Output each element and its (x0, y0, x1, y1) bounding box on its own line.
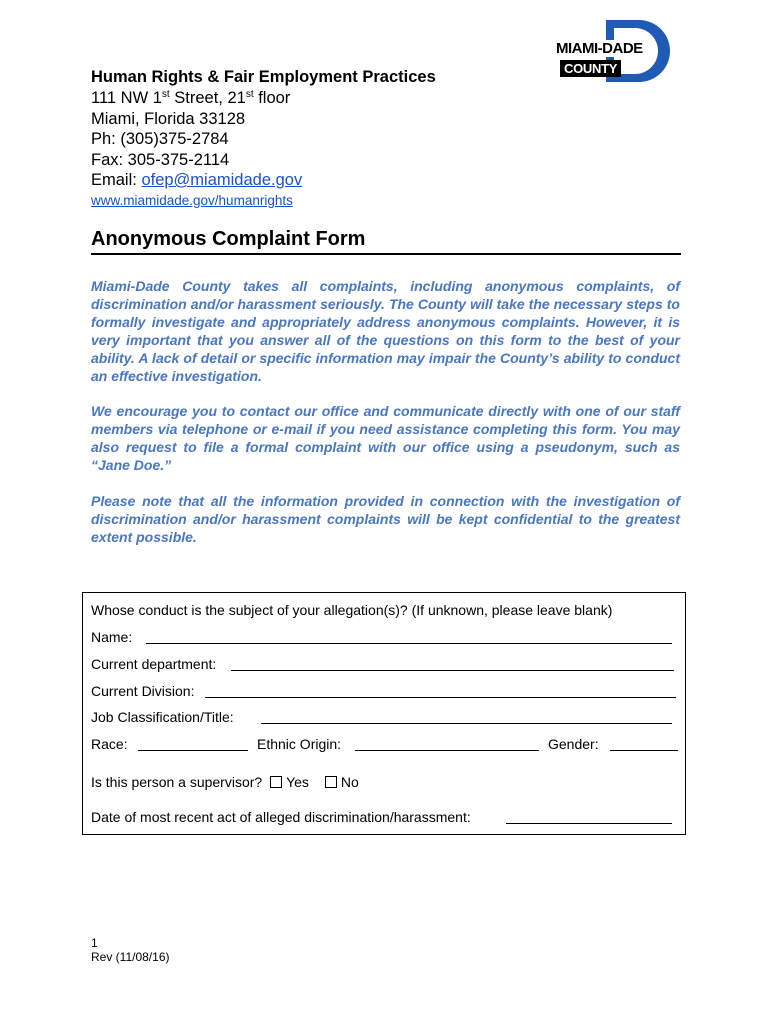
yes-label: Yes (286, 774, 309, 790)
race-field[interactable] (138, 750, 248, 751)
revision-date: Rev (11/08/16) (91, 950, 170, 964)
date-label: Date of most recent act of alleged discrimination/harassment: (91, 809, 471, 825)
website-link[interactable]: www.miamidade.gov/humanrights (91, 192, 293, 208)
logo-county-text: COUNTY (560, 60, 621, 77)
office-city: Miami, Florida 33128 (91, 109, 246, 128)
address-sup-1: st (161, 89, 170, 100)
intro-paragraph-1: Miami-Dade County takes all complaints, including anonymous complaints, of discrimination and/or harassment seriously. The County will take the necessary steps to formally investigate and appropriately address anonymous complaints. However, it is very important that you answer all of the questions on this form to the best of your ability. A lack of detail or specific information may impair the County’s ability to conduct an effective investigation. (91, 278, 680, 384)
division-field[interactable] (205, 697, 676, 698)
no-label: No (340, 774, 359, 790)
name-label: Name: (91, 629, 133, 645)
office-address (91, 88, 436, 109)
website-line (91, 191, 436, 211)
intro-paragraph-2: We encourage you to contact our office and communicate directly with one of our staff members via telephone or e-mail if you need assistance completing this form. You may also request to file a formal complaint with our office using a pseudonym, such as “Jane Doe.” (91, 403, 680, 473)
email-label: Email: (91, 171, 142, 189)
supervisor-no-checkbox[interactable] (325, 776, 337, 788)
page-number: 1 (91, 936, 98, 950)
gender-field[interactable] (610, 750, 678, 751)
form-title: Anonymous Complaint Form (91, 228, 681, 255)
supervisor-row (91, 773, 359, 791)
office-fax: Fax: 305-375-2114 (91, 150, 230, 169)
supervisor-label: Is this person a supervisor? (91, 774, 263, 790)
race-label: Race: (91, 736, 128, 752)
date-field[interactable] (506, 823, 672, 824)
office-phone: Ph: (305)375-2784 (91, 130, 229, 148)
address-part-2: Street, 21 (169, 89, 246, 107)
job-title-field[interactable] (261, 723, 672, 724)
address-part-3: floor (253, 89, 291, 107)
office-header (91, 66, 436, 211)
address-part-1: 111 NW 1 (91, 89, 162, 107)
ethnic-origin-label: Ethnic Origin: (257, 736, 342, 752)
address-sup-2: st (245, 89, 254, 100)
department-field[interactable] (231, 670, 674, 671)
page-footer (91, 936, 170, 964)
name-field[interactable] (146, 643, 672, 644)
office-email-line (91, 170, 436, 191)
miami-dade-county-logo (556, 20, 670, 82)
division-label: Current Division: (91, 683, 195, 699)
job-title-label: Job Classification/Title: (91, 709, 234, 725)
subject-question: Whose conduct is the subject of your allegation(s)? (If unknown, please leave blank) (91, 602, 613, 618)
department-label: Current department: (91, 656, 217, 672)
supervisor-yes-checkbox[interactable] (270, 776, 282, 788)
logo-miami-dade-text: MIAMI-DADE (556, 40, 643, 57)
intro-paragraph-3: Please note that all the information provided in connection with the investigation of discrimination and/or harassment complaints will be kept confidential to the greatest extent possible. (91, 493, 680, 545)
office-name: Human Rights & Fair Employment Practices (91, 68, 436, 86)
gender-label: Gender: (548, 736, 599, 752)
ethnic-origin-field[interactable] (355, 750, 539, 751)
email-link[interactable]: ofep@miamidade.gov (141, 171, 303, 189)
